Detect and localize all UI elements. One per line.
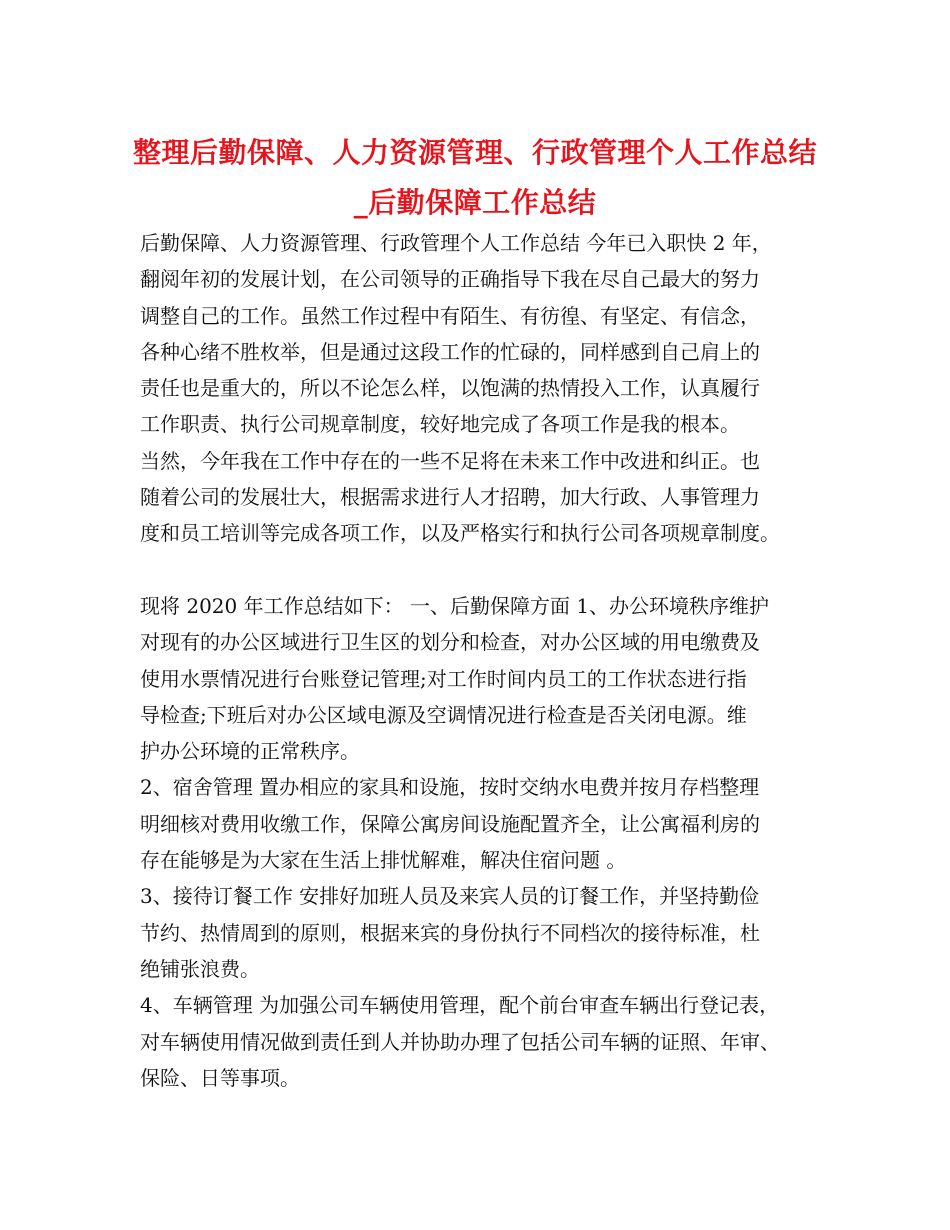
body-line: 绝铺张浪费。 <box>140 956 260 981</box>
body-line: 工作职责、执行公司规章制度，较好地完成了各项工作是我的根本。 <box>140 412 740 437</box>
body-line: 保险、日等事项。 <box>140 1065 300 1090</box>
title-line: _后勤保障工作总结 <box>353 186 597 219</box>
body-line: 3、接待订餐工作 安排好加班人员及来宾人员的订餐工作，并坚持勤俭 <box>140 884 760 909</box>
body-line: 明细核对费用收缴工作，保障公寓房间设施配置齐全，让公寓福利房的 <box>140 811 760 836</box>
body-line: 对车辆使用情况做到责任到人并协助办理了包括公司车辆的证照、年审、 <box>140 1029 780 1054</box>
body-line: 翻阅年初的发展计划，在公司领导的正确指导下我在尽自己最大的努力 <box>140 267 760 292</box>
body-line: 现将 2020 年工作总结如下： 一、后勤保障方面 1、办公环境秩序维护 <box>140 593 770 618</box>
body-line: 2、宿舍管理 置办相应的家具和设施，按时交纳水电费并按月存档整理 <box>140 775 760 800</box>
title-line: 整理后勤保障、人力资源管理、行政管理个人工作总结 <box>132 136 817 169</box>
document-title <box>120 128 830 228</box>
body-line: 导检查;下班后对办公区域电源及空调情况进行检查是否关闭电源。维 <box>140 702 747 727</box>
body-line: 调整自己的工作。虽然工作过程中有陌生、有彷徨、有坚定、有信念， <box>140 303 760 328</box>
body-line: 节约、热情周到的原则，根据来宾的身份执行不同档次的接待标准，杜 <box>140 920 760 945</box>
body-line: 度和员工培训等完成各项工作，以及严格实行和执行公司各项规章制度。 <box>140 521 780 546</box>
body-line: 对现有的办公区域进行卫生区的划分和检查，对办公区域的用电缴费及 <box>140 630 760 655</box>
body-line: 4、车辆管理 为加强公司车辆使用管理，配个前台审查车辆出行登记表， <box>140 993 780 1018</box>
body-line: 随着公司的发展壮大，根据需求进行人才招聘，加大行政、人事管理力 <box>140 485 760 510</box>
body-line: 各种心绪不胜枚举，但是通过这段工作的忙碌的，同样感到自己肩上的 <box>140 339 760 364</box>
body-line: 使用水票情况进行台账登记管理;对工作时间内员工的工作状态进行指 <box>140 666 747 691</box>
body-line: 存在能够是为大家在生活上排忧解难，解决住宿问题 。 <box>140 848 627 873</box>
body-line: 后勤保障、人力资源管理、行政管理个人工作总结 今年已入职快 2 年， <box>140 231 772 255</box>
body-line: 当然，今年我在工作中存在的一些不足将在未来工作中改进和纠正。也 <box>140 448 760 473</box>
document-body <box>140 225 830 1096</box>
blank-line <box>140 552 830 588</box>
body-line: 护办公环境的正常秩序。 <box>140 739 360 764</box>
body-line: 责任也是重大的，所以不论怎么样，以饱满的热情投入工作，认真履行 <box>140 376 760 401</box>
